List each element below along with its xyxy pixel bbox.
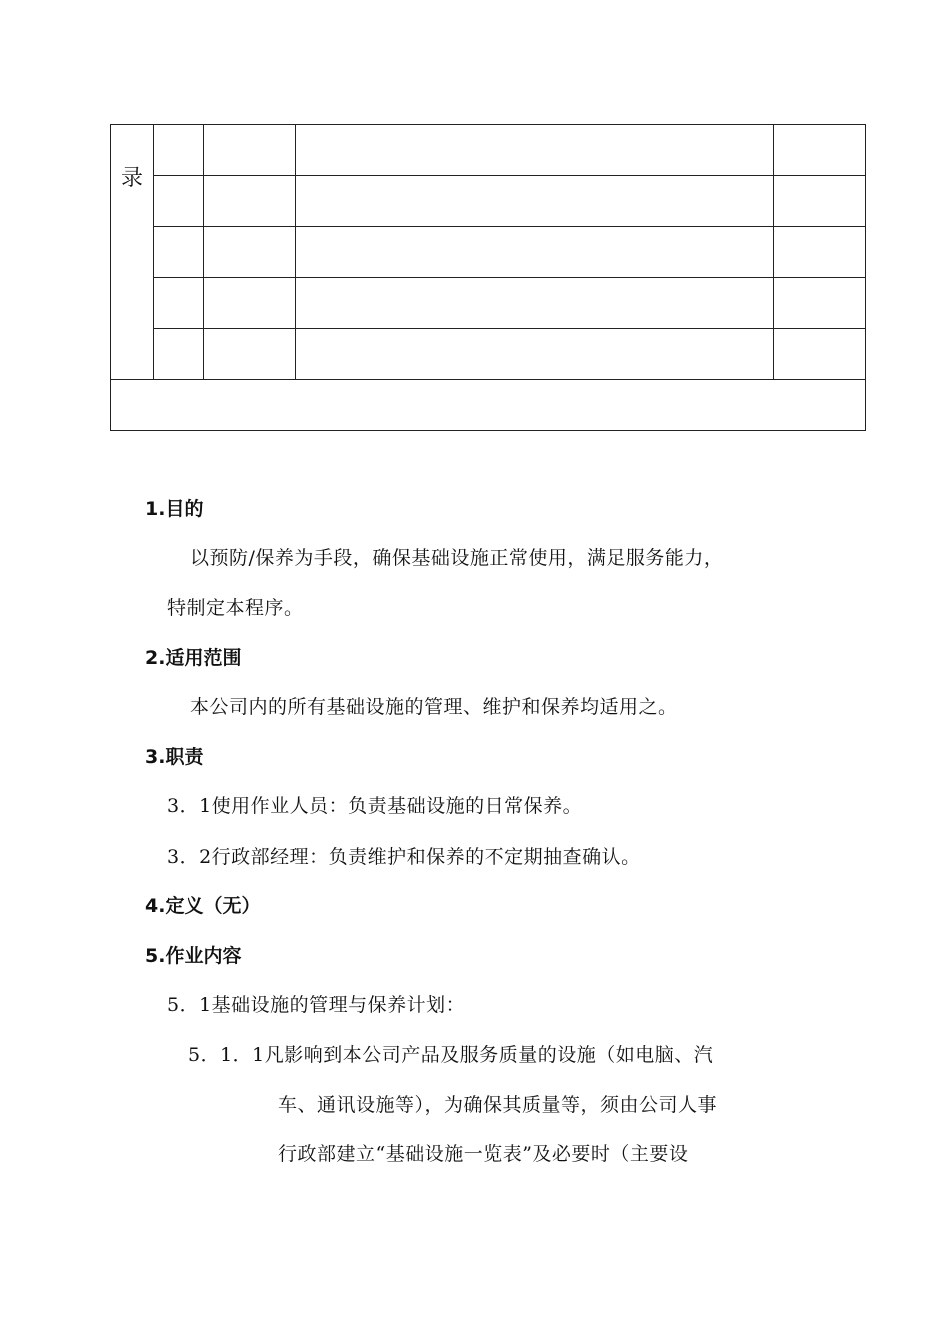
- paragraph-scope: 本公司内的所有基础设施的管理、维护和保养均适用之。: [190, 696, 678, 718]
- content-item-5-1-1-line1: 5．1．1凡影响到本公司产品及服务质量的设施（如电脑、汽: [188, 1044, 714, 1066]
- table-cell: [774, 278, 866, 329]
- table-cell: [154, 125, 204, 176]
- section-heading-definitions: 4.定义（无）: [145, 895, 261, 917]
- section-heading-purpose: 1.目的: [145, 498, 204, 520]
- section-heading-content: 5.作业内容: [145, 945, 242, 967]
- table-cell: [154, 227, 204, 278]
- table-row: [111, 227, 866, 278]
- paragraph-purpose-line2: 特制定本程序。: [167, 597, 304, 619]
- table-cell: [204, 227, 296, 278]
- table-cell: [204, 125, 296, 176]
- content-item-5-1-1-line3: 行政部建立“基础设施一览表”及必要时（主要设: [278, 1143, 689, 1165]
- table-cell: [296, 227, 774, 278]
- table-row: [111, 278, 866, 329]
- responsibility-item-2: 3．2行政部经理：负责维护和保养的不定期抽查确认。: [167, 846, 641, 868]
- table-row: [111, 176, 866, 227]
- revision-label-cell: [111, 125, 154, 380]
- revision-table: [110, 124, 866, 431]
- section-heading-responsibilities: 3.职责: [145, 746, 204, 768]
- table-cell: [154, 329, 204, 380]
- responsibility-item-1: 3．1使用作业人员：负责基础设施的日常保养。: [167, 795, 583, 817]
- table-cell: [774, 329, 866, 380]
- table-cell: [774, 125, 866, 176]
- table-cell: [296, 125, 774, 176]
- table-cell: [154, 278, 204, 329]
- section-heading-scope: 2.适用范围: [145, 647, 242, 669]
- table-row: [111, 380, 866, 431]
- revision-label: 录: [120, 165, 143, 191]
- table-cell: [296, 278, 774, 329]
- content-item-5-1-1-line2: 车、通讯设施等），为确保其质量等，须由公司人事: [278, 1094, 718, 1116]
- table-cell: [204, 329, 296, 380]
- paragraph-purpose-line1: 以预防/保养为手段，确保基础设施正常使用，满足服务能力，: [190, 547, 724, 569]
- table-cell: [204, 278, 296, 329]
- table-cell: [774, 227, 866, 278]
- table-cell: [296, 329, 774, 380]
- table-cell: [296, 176, 774, 227]
- table-cell: [204, 176, 296, 227]
- table-row: [111, 329, 866, 380]
- content-item-5-1: 5．1基础设施的管理与保养计划：: [167, 994, 466, 1016]
- table-cell: [154, 176, 204, 227]
- table-cell: [774, 176, 866, 227]
- table-row: [111, 125, 866, 176]
- table-footer-cell: [111, 380, 866, 431]
